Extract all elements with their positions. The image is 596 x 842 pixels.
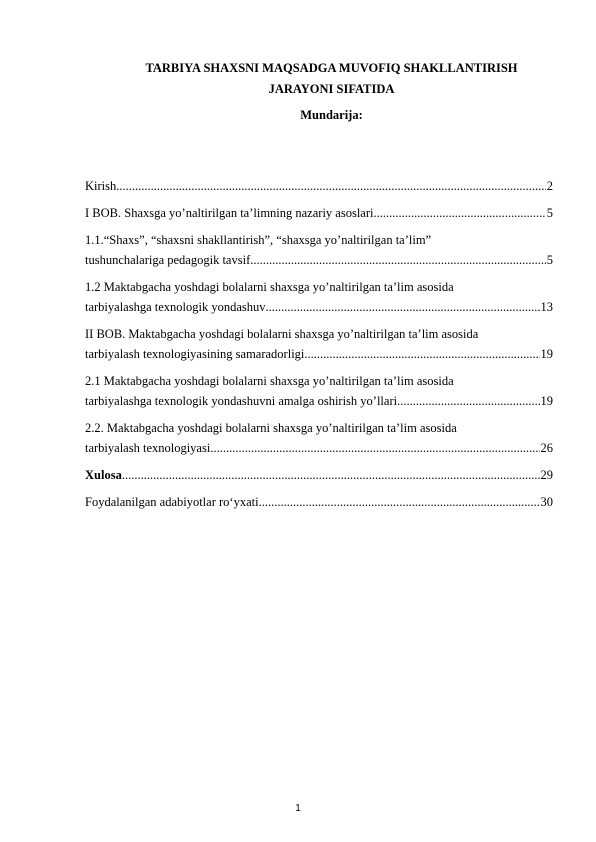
toc-entry-text: tushunchalariga pedagogik tavsif [85,253,251,267]
toc-page-number: 19 [540,347,553,361]
dot-leader [122,465,540,485]
toc-page-number: 29 [540,468,553,482]
toc-page-number: 5 [546,253,553,267]
toc-entry-text: Foydalanilgan adabiyotlar ro‘yxati [85,495,259,509]
document-title [90,58,573,100]
document-title-line-1: TARBIYA SHAXSNI MAQSADGA MUVOFIQ SHAKLLANTIRISH [145,61,518,75]
toc-entry-text: I BOB. Shaxsga yo’naltirilgan ta’limning nazariy asoslari [85,206,374,220]
dot-leader [397,391,539,411]
toc-entry-text: 2.1 Maktabgacha yoshdagi bolalarni shaxsga yo’naltirilgan ta’lim asosida [85,374,454,388]
toc-entry-chapter-2[interactable] [85,324,553,364]
toc-entry-text: 2.2. Maktabgacha yoshdagi bolalarni shaxsga yo’naltirilgan ta’lim asosida [85,421,457,435]
toc-entry-text: Xulosa [85,468,122,482]
table-of-contents [85,176,553,519]
dot-leader [373,203,545,223]
toc-entry-text: Kirish [85,179,117,193]
toc-page-number: 13 [540,300,553,314]
toc-entry-text: 1.2 Maktabgacha yoshdagi bolalarni shaxsga yo’naltirilgan ta’lim asosida [85,280,454,294]
toc-entry-text: tarbiyalashga texnologik yondashuvni amalga oshirish yo’llari [85,394,398,408]
toc-page-number: 26 [540,441,553,455]
dot-leader [116,176,546,196]
dot-leader [259,492,540,512]
dot-leader [250,250,546,270]
toc-entry-text: tarbiyalash texnologiyasi [85,441,211,455]
toc-page-number: 2 [546,179,553,193]
contents-heading: Mundarija: [300,108,363,122]
toc-entry-kirish[interactable] [85,176,553,196]
toc-page-number: 5 [546,206,553,220]
page-number: 1 [295,803,301,814]
toc-entry-text: tarbiyalashga texnologik yondashuv [85,300,266,314]
toc-entry-section-2-1[interactable] [85,371,553,411]
dot-leader [210,438,539,458]
toc-entry-section-1-1[interactable] [85,230,553,270]
toc-entry-chapter-1[interactable] [85,203,553,223]
toc-page-number: 30 [540,495,553,509]
toc-entry-text: tarbiyalash texnologiyasining samaradorligi [85,347,305,361]
document-title-line-2: JARAYONI SIFATIDA [268,82,395,96]
toc-entry-text: II BOB. Maktabgacha yoshdagi bolalarni shaxsga yo’naltirilgan ta’lim asosida [85,327,479,341]
dot-leader [304,344,539,364]
toc-entry-text: 1.1.“Shaxs”, “shaxsni shakllantirish”, “shaxsga yo’naltirilgan ta’lim” [85,233,432,247]
dot-leader [266,297,540,317]
toc-entry-references[interactable] [85,492,553,512]
toc-entry-section-1-2[interactable] [85,277,553,317]
toc-page-number: 19 [540,394,553,408]
toc-entry-xulosa[interactable] [85,465,553,485]
toc-entry-section-2-2[interactable] [85,418,553,458]
